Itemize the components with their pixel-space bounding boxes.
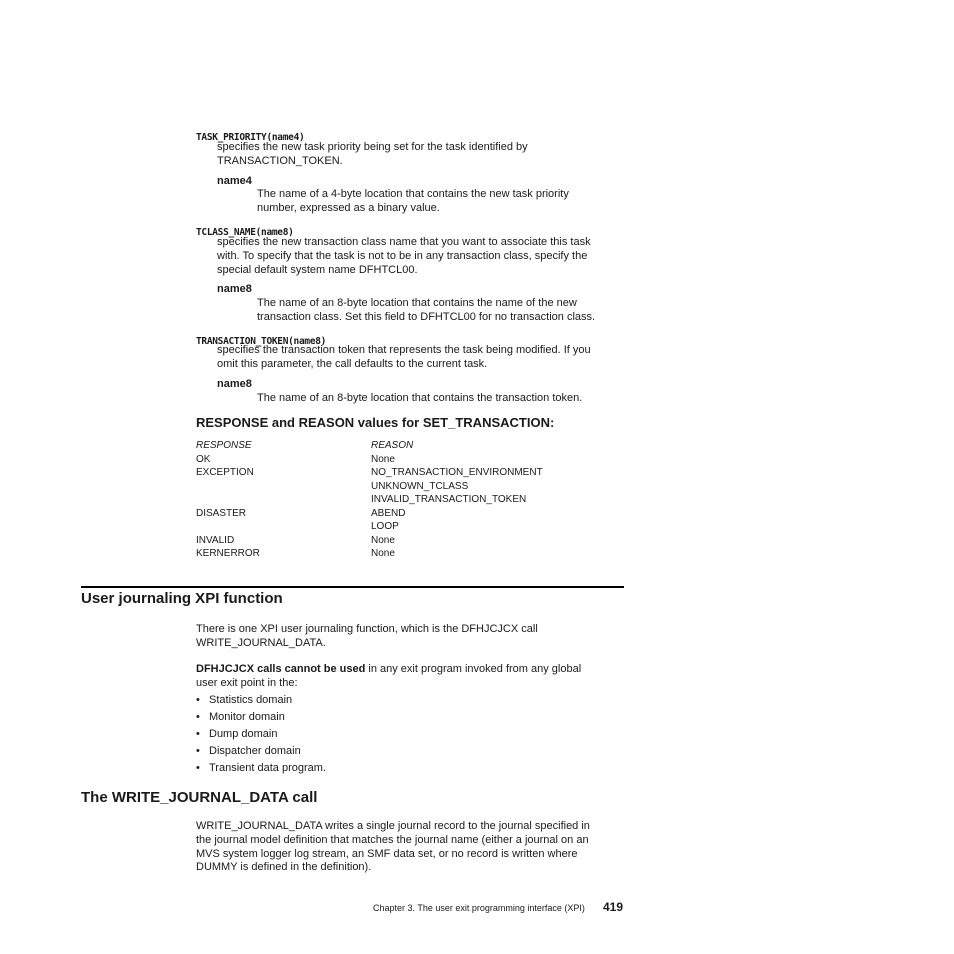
param-description — [217, 344, 591, 372]
bullet-icon: • — [196, 762, 200, 774]
reason-cell: None — [371, 453, 395, 465]
sub-param-description — [257, 392, 582, 406]
text-line: WRITE_JOURNAL_DATA writes a single journal record to the journal specified in — [196, 820, 590, 832]
table-row — [196, 480, 616, 494]
text-line: the journal model definition that matches the journal name (either a journal on an — [196, 833, 589, 846]
section1-restriction-paragraph — [196, 663, 581, 691]
column-header-reason: REASON — [371, 440, 414, 451]
reason-cell: None — [371, 548, 395, 559]
text-line: special default system name DFHTCL00. — [217, 263, 418, 276]
reason-cell: ABEND — [371, 507, 406, 519]
text-line: TRANSACTION_TOKEN. — [217, 154, 343, 167]
reason-cell: LOOP — [371, 521, 399, 532]
response-table — [196, 439, 616, 561]
table-row — [196, 534, 616, 548]
page-number: 419 — [603, 900, 624, 914]
reason-cell: INVALID_TRANSACTION_TOKEN — [371, 494, 527, 505]
table-row — [196, 520, 616, 534]
table-row — [196, 493, 616, 507]
table-row — [196, 507, 616, 521]
text-line: specifies the new transaction class name that you want to associate this task — [217, 236, 591, 248]
bullet-icon: • — [196, 711, 200, 723]
text-line: with. To specify that the task is not to be in any transaction class, specify the — [217, 249, 588, 262]
param-name-task-priority: TASK_PRIORITY(name4) — [196, 132, 305, 143]
table-row — [196, 453, 616, 467]
column-header-response: RESPONSE — [196, 440, 252, 451]
text-line: number, expressed as a binary value. — [257, 201, 440, 214]
text-line: user exit point in the: — [196, 676, 298, 689]
text-line: The name of a 4-byte location that contains the new task priority — [257, 188, 569, 200]
table-row — [196, 547, 616, 561]
response-cell: DISASTER — [196, 507, 247, 519]
table-header-row — [196, 439, 616, 453]
text-line: omit this parameter, the call defaults to the current task. — [217, 357, 488, 370]
sub-param-name: name8 — [217, 378, 252, 390]
text-line: specifies the transaction token that represents the task being modified. If you — [217, 344, 591, 356]
param-name-transaction-token: TRANSACTION_TOKEN(name8) — [196, 336, 327, 347]
sub-param-description — [257, 297, 595, 325]
text-line: DFHJCJCX calls cannot be used in any exit program invoked from any global — [196, 663, 582, 675]
section2-paragraph — [196, 820, 590, 875]
text-line: WRITE_JOURNAL_DATA. — [196, 636, 326, 649]
table-row — [196, 466, 616, 480]
reason-cell: None — [371, 534, 395, 546]
bullet-icon: • — [196, 694, 200, 706]
section-title-user-journaling: User journaling XPI function — [81, 590, 283, 607]
response-cell: KERNERROR — [196, 548, 260, 559]
section-divider — [81, 586, 624, 588]
text-line: MVS system logger log stream, an SMF data set, or no record is written where — [196, 847, 578, 860]
param-name-tclass-name: TCLASS_NAME(name8) — [196, 227, 294, 238]
response-cell: INVALID — [196, 534, 235, 546]
bullet-icon: • — [196, 745, 200, 757]
param-description — [217, 141, 528, 169]
section1-paragraph — [196, 623, 538, 651]
response-heading: RESPONSE and REASON values for SET_TRANSACTION: — [196, 415, 555, 430]
reason-cell: UNKNOWN_TCLASS — [371, 480, 469, 492]
sub-param-name: name4 — [217, 175, 252, 187]
text-line: DUMMY is defined in the definition). — [196, 861, 372, 874]
text-line: The name of an 8-byte location that contains the name of the new — [257, 297, 577, 309]
footer-chapter: Chapter 3. The user exit programming interface (XPI) — [373, 903, 585, 913]
sub-param-description — [257, 188, 569, 216]
response-cell: OK — [196, 453, 211, 465]
reason-cell: NO_TRANSACTION_ENVIRONMENT — [371, 467, 543, 478]
text-line: There is one XPI user journaling function, which is the DFHJCJCX call — [196, 623, 538, 635]
emphasis-text: DFHJCJCX calls cannot be used — [196, 663, 366, 675]
bullet-icon: • — [196, 728, 200, 740]
response-cell: EXCEPTION — [196, 467, 254, 478]
sub-param-name: name8 — [217, 283, 252, 295]
text-line: specifies the new task priority being set for the task identified by — [217, 141, 528, 153]
param-description — [217, 236, 591, 277]
section-title-write-journal-data: The WRITE_JOURNAL_DATA call — [81, 789, 318, 806]
text-line: The name of an 8-byte location that contains the transaction token. — [257, 392, 583, 404]
text-line: transaction class. Set this field to DFHTCL00 for no transaction class. — [257, 310, 596, 323]
